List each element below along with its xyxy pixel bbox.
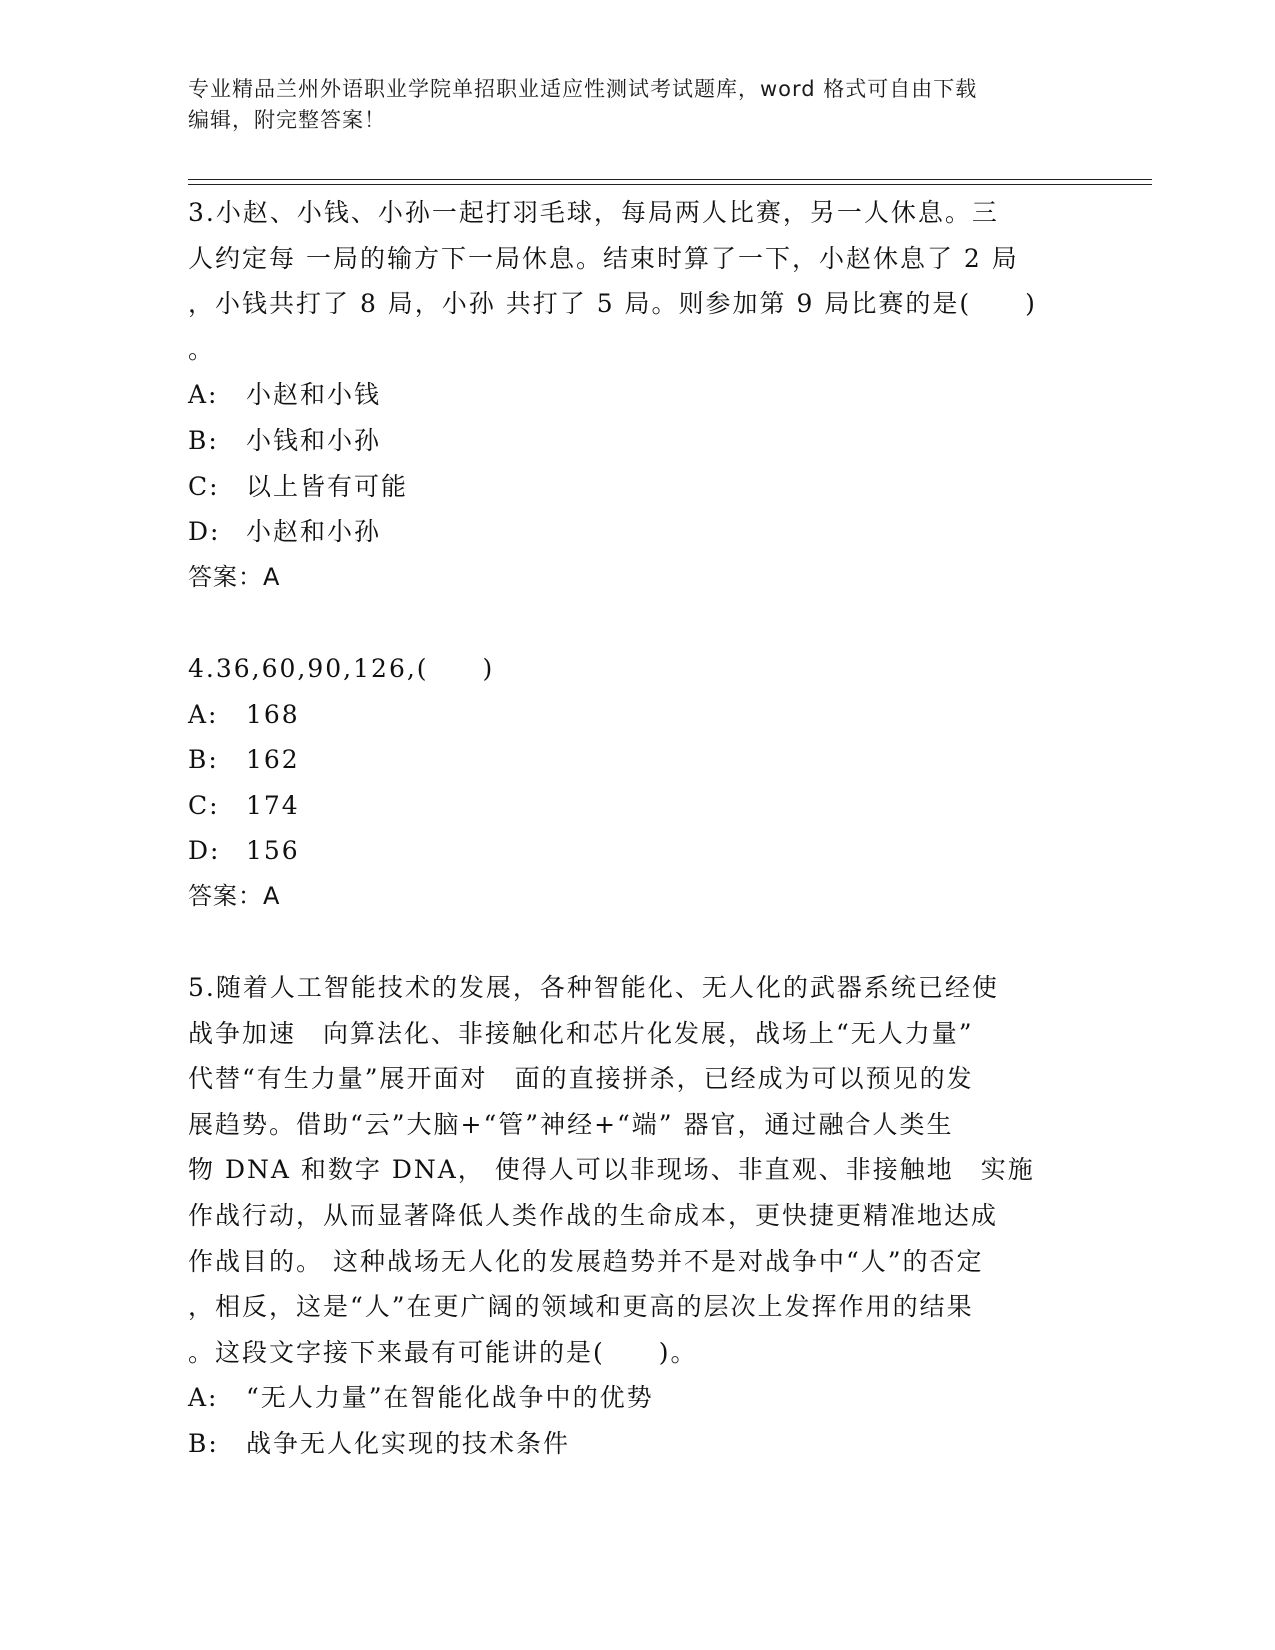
question-text-line: 物 DNA 和数字 DNA， 使得人可以非现场、非直观、非接触地 实施 (188, 1155, 1035, 1185)
option-d (188, 509, 1088, 555)
question-text-line: ，小钱共打了 8 局，小孙 共打了 5 局。则参加第 9 局比赛的是( ) (188, 289, 1037, 319)
option-letter: C: (188, 471, 220, 501)
option-a (188, 1375, 1088, 1421)
document-header (188, 74, 1088, 136)
option-c (188, 464, 1088, 510)
option-text: 小钱和小孙 (246, 425, 382, 455)
option-letter: B: (188, 1429, 219, 1459)
answer-line: 答案：A (188, 562, 281, 591)
option-letter: A: (188, 699, 219, 729)
option-text: 174 (246, 790, 300, 820)
option-letter: B: (188, 425, 219, 455)
question-text-line: 5.随着人工智能技术的发展，各种智能化、无人化的武器系统已经使 (188, 973, 999, 1003)
option-text: “无人力量”在智能化战争中的优势 (246, 1383, 654, 1413)
option-letter: A: (188, 1383, 219, 1413)
option-text: 156 (246, 836, 300, 866)
question-text-line: ，相反，这是“人”在更广阔的领域和更高的层次上发挥作用的结果 (188, 1292, 974, 1322)
option-a (188, 692, 1088, 738)
question-text-line: 。 (188, 334, 216, 364)
question-3 (188, 190, 1088, 600)
option-letter: C: (188, 790, 220, 820)
option-letter: D: (188, 836, 221, 866)
option-text: 168 (246, 699, 300, 729)
option-b (188, 737, 1088, 783)
answer-line: 答案：A (188, 881, 281, 910)
option-text: 162 (246, 745, 300, 775)
header-line-2: 编辑，附完整答案！ (188, 108, 386, 132)
option-c (188, 783, 1088, 829)
question-list (188, 190, 1088, 1467)
option-text: 以上皆有可能 (246, 471, 409, 501)
option-text: 战争无人化实现的技术条件 (246, 1429, 571, 1459)
option-letter: D: (188, 517, 221, 547)
question-5 (188, 965, 1088, 1467)
question-text-line: 作战目的。 这种战场无人化的发展趋势并不是对战争中“人”的否定 (188, 1246, 984, 1276)
question-text-line: 3.小赵、小钱、小孙一起打羽毛球，每局两人比赛，另一人休息。三 (188, 198, 999, 227)
spacer (188, 600, 1088, 646)
option-text: 小赵和小钱 (246, 380, 382, 410)
question-text-line: 人约定每 一局的输方下一局休息。结束时算了一下，小赵休息了 2 局 (188, 243, 1019, 273)
option-d (188, 828, 1088, 874)
question-text-line: 。这段文字接下来最有可能讲的是( )。 (188, 1337, 698, 1367)
question-text-line: 展趋势。借助“云”大脑+“管”神经+“端” 器官，通过融合人类生 (188, 1109, 954, 1139)
header-divider-top (188, 179, 1152, 180)
option-b (188, 418, 1088, 464)
option-b (188, 1421, 1088, 1467)
spacer (188, 920, 1088, 966)
header-line-1: 专业精品兰州外语职业学院单招职业适应性测试考试题库，word 格式可自由下载 (188, 77, 978, 101)
option-letter: A: (188, 380, 219, 410)
option-letter: B: (188, 745, 219, 775)
question-text-line: 战争加速 向算法化、非接触化和芯片化发展，战场上“无人力量” (188, 1018, 974, 1048)
question-text-line: 代替“有生力量”展开面对 面的直接拼杀，已经成为可以预见的发 (188, 1064, 974, 1094)
question-text-line: 作战行动，从而显著降低人类作战的生命成本，更快捷更精准地达成 (188, 1201, 999, 1231)
question-4 (188, 646, 1088, 920)
option-a (188, 372, 1088, 418)
header-divider-bottom (188, 184, 1152, 185)
question-text-line: 4.36,60,90,126,( ) (188, 653, 495, 683)
option-text: 小赵和小孙 (246, 517, 382, 547)
